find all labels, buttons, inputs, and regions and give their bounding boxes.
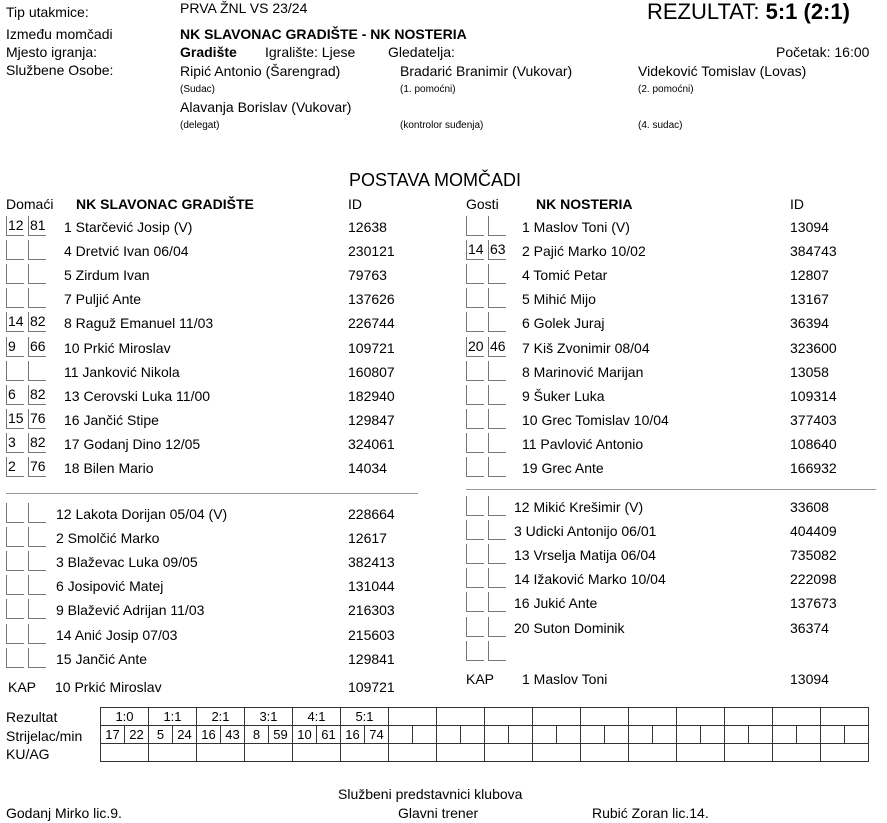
grid-scorer-cell bbox=[461, 726, 485, 744]
grid-kuag-cell bbox=[485, 744, 533, 762]
grid-result-cell bbox=[677, 708, 725, 726]
home-starter-box-1: 9 bbox=[6, 337, 24, 357]
home-sub-box-2 bbox=[28, 624, 46, 644]
home-starter-box-2: 82 bbox=[28, 385, 46, 405]
away-sub-box-1 bbox=[466, 592, 484, 612]
grid-kuag-cell bbox=[389, 744, 437, 762]
grid-result-cell bbox=[629, 708, 677, 726]
home-team-name: NK SLAVONAC GRADIŠTE bbox=[76, 196, 254, 212]
home-sub-box-2 bbox=[28, 551, 46, 571]
away-starter-box-1: 14 bbox=[466, 240, 484, 260]
home-starter-id: 129847 bbox=[348, 411, 395, 428]
grid-scorer-cell bbox=[773, 726, 797, 744]
grid-result-cell bbox=[821, 708, 869, 726]
official-fourth-role: (4. sudac) bbox=[638, 120, 683, 131]
away-sub-box-2 bbox=[488, 592, 506, 612]
away-starter-box-2 bbox=[488, 216, 506, 236]
match-type-label: Tip utakmice: bbox=[6, 4, 89, 20]
home-starter-box-1 bbox=[6, 288, 24, 308]
home-starter-id: 160807 bbox=[348, 363, 395, 380]
home-starter-box-2 bbox=[28, 264, 46, 284]
home-sub-box-1 bbox=[6, 527, 24, 547]
home-sub-id: 131044 bbox=[348, 578, 395, 595]
scoring-scorer-label: Strijelac/min bbox=[6, 728, 83, 744]
official-assistant2-name: Videković Tomislav (Lovas) bbox=[638, 63, 807, 79]
away-captain-name: 1 Maslov Toni bbox=[522, 671, 608, 687]
away-starter-id: 377403 bbox=[790, 411, 837, 428]
home-sub-box-1 bbox=[6, 575, 24, 595]
home-starter-box-2 bbox=[28, 288, 46, 308]
away-starter-id: 13094 bbox=[790, 219, 829, 235]
grid-scorer-cell bbox=[677, 726, 701, 744]
home-starter-box-2 bbox=[28, 361, 46, 381]
away-sub-id: 404409 bbox=[790, 523, 837, 540]
grid-scorer-cell bbox=[821, 726, 845, 744]
official-assistant1-role: (1. pomoćni) bbox=[400, 84, 456, 95]
away-starter-player: 10 Grec Tomislav 10/04 bbox=[522, 411, 669, 428]
home-starter-box-2: 76 bbox=[28, 457, 46, 477]
home-sub-player: 12 Lakota Dorijan 05/04 (V) bbox=[56, 506, 228, 522]
home-divider bbox=[6, 493, 418, 494]
home-starter-box-1 bbox=[6, 361, 24, 381]
grid-kuag-cell bbox=[101, 744, 149, 762]
home-starter-box-1: 12 bbox=[6, 216, 24, 236]
home-side-label: Domaći bbox=[6, 196, 54, 212]
away-sub-box-2 bbox=[488, 496, 506, 516]
officials-label: Službene Osobe: bbox=[6, 62, 114, 78]
grid-row-result bbox=[101, 708, 869, 726]
away-starter-player: 1 Maslov Toni (V) bbox=[522, 219, 630, 235]
away-starter-box-1: 20 bbox=[466, 337, 484, 357]
grid-result-cell: 1:1 bbox=[149, 708, 197, 726]
grid-kuag-cell bbox=[629, 744, 677, 762]
grid-row-scorer bbox=[101, 726, 869, 744]
grid-scorer-cell bbox=[701, 726, 725, 744]
home-starter-id: 324061 bbox=[348, 435, 395, 452]
away-starter-box-2 bbox=[488, 312, 506, 332]
away-sub-id: 735082 bbox=[790, 547, 837, 564]
grid-result-cell bbox=[581, 708, 629, 726]
official-referee-name: Ripić Antonio (Šarengrad) bbox=[180, 63, 341, 79]
away-starter-box-1 bbox=[466, 216, 484, 236]
home-starter-player: 18 Bilen Mario bbox=[64, 460, 154, 476]
grid-scorer-cell bbox=[389, 726, 413, 744]
pitch-text: Igralište: Ljese bbox=[265, 44, 356, 60]
grid-result-cell: 1:0 bbox=[101, 708, 149, 726]
representative-role: Glavni trener bbox=[398, 805, 479, 821]
venue-value: Gradište bbox=[180, 44, 237, 60]
grid-kuag-cell bbox=[293, 744, 341, 762]
official-delegate-role: (delegat) bbox=[180, 120, 220, 131]
home-starter-id: 137626 bbox=[348, 291, 395, 308]
home-sub-box-2 bbox=[28, 648, 46, 668]
teams-value: NK SLAVONAC GRADIŠTE - NK NOSTERIA bbox=[180, 26, 467, 42]
away-starter-id: 13167 bbox=[790, 291, 829, 308]
home-sub-id: 216303 bbox=[348, 602, 395, 619]
home-starter-id: 109721 bbox=[348, 339, 395, 356]
grid-scorer-cell bbox=[509, 726, 533, 744]
home-sub-box-1 bbox=[6, 624, 24, 644]
result-score: 5:1 (2:1) bbox=[765, 0, 850, 24]
venue-label: Mjesto igranja: bbox=[6, 44, 98, 60]
away-starter-id: 166932 bbox=[790, 460, 837, 476]
grid-scorer-cell bbox=[437, 726, 461, 744]
away-starter-box-2 bbox=[488, 264, 506, 284]
home-sub-id: 12617 bbox=[348, 530, 387, 547]
away-sub-player: 3 Udicki Antonijo 06/01 bbox=[514, 523, 657, 540]
grid-scorer-cell bbox=[797, 726, 821, 744]
away-starter-box-1 bbox=[466, 433, 484, 453]
grid-scorer-cell bbox=[557, 726, 581, 744]
away-sub-box-2 bbox=[488, 520, 506, 540]
home-sub-player: 3 Blaževac Luka 09/05 bbox=[56, 554, 198, 571]
away-starter-box-1 bbox=[466, 385, 484, 405]
home-starter-player: 11 Janković Nikola bbox=[64, 363, 180, 380]
home-sub-box-1 bbox=[6, 551, 24, 571]
official-referee-role: (Sudac) bbox=[180, 84, 216, 95]
away-side-label: Gosti bbox=[466, 196, 499, 212]
away-starter-box-2 bbox=[488, 361, 506, 381]
home-starter-player: 13 Cerovski Luka 11/00 bbox=[64, 387, 211, 404]
official-assistant1-name: Bradarić Branimir (Vukovar) bbox=[400, 63, 573, 79]
grid-kuag-cell bbox=[197, 744, 245, 762]
away-captain-label: KAP bbox=[466, 671, 495, 687]
home-starter-player: 16 Jančić Stipe bbox=[64, 411, 159, 428]
home-starter-box-1: 14 bbox=[6, 312, 24, 332]
home-sub-box-1 bbox=[6, 503, 24, 523]
home-starter-box-2: 82 bbox=[28, 312, 46, 332]
away-starter-box-1 bbox=[466, 264, 484, 284]
away-starter-id: 36394 bbox=[790, 315, 829, 332]
scoring-kuag-label: KU/AG bbox=[6, 746, 50, 762]
grid-result-cell bbox=[485, 708, 533, 726]
grid-scorer-cell bbox=[653, 726, 677, 744]
grid-scorer-cell: 59 bbox=[269, 726, 293, 744]
away-starter-player: 8 Marinović Marijan bbox=[522, 363, 644, 380]
home-sub-id: 129841 bbox=[348, 650, 395, 667]
grid-scorer-cell bbox=[725, 726, 749, 744]
home-sub-player: 2 Smolčić Marko bbox=[56, 530, 160, 547]
away-starter-id: 384743 bbox=[790, 243, 837, 260]
away-sub-player: 12 Mikić Krešimir (V) bbox=[514, 499, 644, 515]
home-starter-box-2: 82 bbox=[28, 433, 46, 453]
home-captain-id: 109721 bbox=[348, 679, 395, 695]
away-starter-player: 6 Golek Juraj bbox=[522, 315, 605, 332]
away-starter-id: 109314 bbox=[790, 387, 837, 404]
lineup-title: POSTAVA MOMČADI bbox=[349, 170, 522, 190]
home-starter-id: 226744 bbox=[348, 315, 395, 332]
result-label: REZULTAT: bbox=[647, 0, 760, 24]
away-starter-box-2 bbox=[488, 385, 506, 405]
home-starter-box-1 bbox=[6, 264, 24, 284]
away-sub-player: 20 Suton Dominik bbox=[514, 619, 625, 636]
away-representative: Rubić Zoran lic.14. bbox=[592, 805, 709, 821]
official-assistant2-role: (2. pomoćni) bbox=[638, 84, 694, 95]
club-reps-title: Službeni predstavnici klubova bbox=[338, 786, 523, 802]
grid-scorer-cell: 74 bbox=[365, 726, 389, 744]
away-starter-box-1 bbox=[466, 288, 484, 308]
home-sub-box-2 bbox=[28, 575, 46, 595]
grid-kuag-cell bbox=[773, 744, 821, 762]
home-starter-id: 14034 bbox=[348, 460, 387, 476]
away-sub-box-1 bbox=[466, 544, 484, 564]
home-representative: Godanj Mirko lic.9. bbox=[6, 805, 122, 821]
away-divider bbox=[466, 489, 876, 490]
grid-result-cell bbox=[437, 708, 485, 726]
away-sub-id: 137673 bbox=[790, 595, 837, 612]
grid-scorer-cell: 16 bbox=[197, 726, 221, 744]
home-starter-player: 5 Zirdum Ivan bbox=[64, 267, 150, 284]
home-sub-id: 215603 bbox=[348, 626, 395, 643]
home-sub-player: 6 Josipović Matej bbox=[56, 578, 164, 595]
grid-kuag-cell bbox=[725, 744, 773, 762]
away-sub-box-2 bbox=[488, 568, 506, 588]
grid-scorer-cell bbox=[581, 726, 605, 744]
home-sub-box-2 bbox=[28, 503, 46, 523]
home-starter-player: 10 Prkić Miroslav bbox=[64, 339, 171, 356]
away-starter-player: 9 Šuker Luka bbox=[522, 387, 605, 404]
away-starter-box-1 bbox=[466, 312, 484, 332]
away-starter-box-2 bbox=[488, 409, 506, 429]
scoring-result-label: Rezultat bbox=[6, 709, 58, 725]
home-starter-id: 79763 bbox=[348, 267, 387, 284]
grid-kuag-cell bbox=[149, 744, 197, 762]
grid-scorer-cell: 22 bbox=[125, 726, 149, 744]
away-starter-box-1 bbox=[466, 361, 484, 381]
away-starter-box-2: 63 bbox=[488, 240, 506, 260]
grid-scorer-cell bbox=[413, 726, 437, 744]
grid-result-cell: 2:1 bbox=[197, 708, 245, 726]
home-starter-player: 8 Raguž Emanuel 11/03 bbox=[64, 315, 214, 332]
home-sub-box-2 bbox=[28, 527, 46, 547]
home-sub-player: 15 Jančić Ante bbox=[56, 650, 148, 667]
grid-row-kuag bbox=[101, 744, 869, 762]
home-id-header: ID bbox=[348, 196, 362, 212]
away-sub-player: 13 Vrselja Matija 06/04 bbox=[514, 547, 656, 564]
home-sub-box-2 bbox=[28, 599, 46, 619]
grid-scorer-cell: 5 bbox=[149, 726, 173, 744]
away-sub-box-1 bbox=[466, 520, 484, 540]
away-starter-box-2 bbox=[488, 457, 506, 477]
grid-kuag-cell bbox=[677, 744, 725, 762]
official-delegate-name: Alavanja Borislav (Vukovar) bbox=[180, 99, 352, 115]
away-team-name: NK NOSTERIA bbox=[536, 196, 633, 212]
grid-scorer-cell bbox=[845, 726, 869, 744]
away-sub-player: 14 Ižaković Marko 10/04 bbox=[514, 571, 666, 588]
away-starter-box-2 bbox=[488, 288, 506, 308]
grid-scorer-cell bbox=[749, 726, 773, 744]
kickoff-text: Početak: 16:00 bbox=[776, 44, 870, 60]
away-captain-id: 13094 bbox=[790, 671, 829, 687]
grid-scorer-cell: 8 bbox=[245, 726, 269, 744]
away-sub-id: 222098 bbox=[790, 571, 837, 588]
home-starter-box-1: 2 bbox=[6, 457, 24, 477]
away-starter-player: 19 Grec Ante bbox=[522, 460, 604, 476]
result-heading bbox=[647, 0, 850, 24]
grid-result-cell: 3:1 bbox=[245, 708, 293, 726]
grid-scorer-cell: 10 bbox=[293, 726, 317, 744]
away-starter-id: 13058 bbox=[790, 363, 829, 380]
grid-scorer-cell bbox=[533, 726, 557, 744]
away-starter-box-1 bbox=[466, 409, 484, 429]
grid-result-cell bbox=[389, 708, 437, 726]
home-starter-box-2 bbox=[28, 240, 46, 260]
home-starter-player: 17 Godanj Dino 12/05 bbox=[64, 435, 201, 452]
home-starter-box-1: 15 bbox=[6, 409, 24, 429]
away-sub-id: 36374 bbox=[790, 619, 829, 636]
away-id-header: ID bbox=[790, 196, 804, 212]
home-starter-id: 182940 bbox=[348, 387, 395, 404]
home-starter-box-1: 6 bbox=[6, 385, 24, 405]
home-captain-name: 10 Prkić Miroslav bbox=[55, 679, 162, 695]
away-starter-player: 2 Pajić Marko 10/02 bbox=[522, 243, 646, 260]
home-starter-id: 12638 bbox=[348, 219, 387, 235]
away-starter-box-2: 46 bbox=[488, 337, 506, 357]
away-starter-id: 323600 bbox=[790, 339, 837, 356]
home-starter-box-2: 66 bbox=[28, 337, 46, 357]
home-starter-player: 4 Dretvić Ivan 06/04 bbox=[64, 243, 189, 260]
grid-result-cell bbox=[725, 708, 773, 726]
grid-kuag-cell bbox=[581, 744, 629, 762]
grid-scorer-cell bbox=[629, 726, 653, 744]
teams-label: Između momčadi bbox=[6, 26, 113, 42]
home-starter-box-2: 81 bbox=[28, 216, 46, 236]
grid-kuag-cell bbox=[341, 744, 389, 762]
grid-scorer-cell bbox=[485, 726, 509, 744]
grid-result-cell bbox=[773, 708, 821, 726]
home-sub-id: 382413 bbox=[348, 554, 395, 571]
away-starter-player: 4 Tomić Petar bbox=[522, 267, 608, 284]
grid-kuag-cell bbox=[437, 744, 485, 762]
away-sub-player: 16 Jukić Ante bbox=[514, 595, 598, 612]
away-starter-player: 7 Kiš Zvonimir 08/04 bbox=[522, 339, 650, 356]
home-starter-player: 1 Starčević Josip (V) bbox=[64, 219, 193, 235]
away-sub-id: 33608 bbox=[790, 499, 829, 515]
home-starter-box-2: 76 bbox=[28, 409, 46, 429]
grid-scorer-cell: 17 bbox=[101, 726, 125, 744]
away-sub-box-1 bbox=[466, 617, 484, 637]
match-type-value: PRVA ŽNL VS 23/24 bbox=[180, 0, 308, 16]
away-sub-box-1 bbox=[466, 568, 484, 588]
grid-kuag-cell bbox=[245, 744, 293, 762]
away-starter-player: 11 Pavlović Antonio bbox=[522, 435, 644, 452]
home-starter-box-1 bbox=[6, 240, 24, 260]
home-sub-player: 14 Anić Josip 07/03 bbox=[56, 626, 178, 643]
away-starter-box-1 bbox=[466, 457, 484, 477]
grid-result-cell: 4:1 bbox=[293, 708, 341, 726]
home-starter-box-1: 3 bbox=[6, 433, 24, 453]
grid-result-cell bbox=[533, 708, 581, 726]
home-captain-label: KAP bbox=[8, 679, 37, 695]
grid-scorer-cell: 43 bbox=[221, 726, 245, 744]
home-starter-player: 7 Puljić Ante bbox=[64, 291, 142, 308]
away-starter-player: 5 Mihić Mijo bbox=[522, 291, 596, 308]
grid-result-cell: 5:1 bbox=[341, 708, 389, 726]
grid-kuag-cell bbox=[821, 744, 869, 762]
scoring-grid bbox=[100, 707, 869, 762]
home-sub-id: 228664 bbox=[348, 506, 395, 522]
home-sub-player: 9 Blažević Adrijan 11/03 bbox=[56, 602, 205, 619]
grid-scorer-cell bbox=[605, 726, 629, 744]
grid-scorer-cell: 16 bbox=[341, 726, 365, 744]
away-sub-box-2 bbox=[488, 617, 506, 637]
home-starter-id: 230121 bbox=[348, 243, 395, 260]
away-sub-box-2 bbox=[488, 544, 506, 564]
grid-scorer-cell: 24 bbox=[173, 726, 197, 744]
away-starter-box-2 bbox=[488, 433, 506, 453]
away-starter-id: 12807 bbox=[790, 267, 829, 284]
away-sub-box-1 bbox=[466, 496, 484, 516]
away-sub-box-1 bbox=[466, 641, 484, 661]
grid-kuag-cell bbox=[533, 744, 581, 762]
home-sub-box-1 bbox=[6, 648, 24, 668]
away-sub-box-2 bbox=[488, 641, 506, 661]
spectators-text: Gledatelja: bbox=[388, 44, 455, 60]
official-controller-role: (kontrolor suđenja) bbox=[400, 120, 484, 131]
home-sub-box-1 bbox=[6, 599, 24, 619]
away-starter-id: 108640 bbox=[790, 435, 837, 452]
grid-scorer-cell: 61 bbox=[317, 726, 341, 744]
